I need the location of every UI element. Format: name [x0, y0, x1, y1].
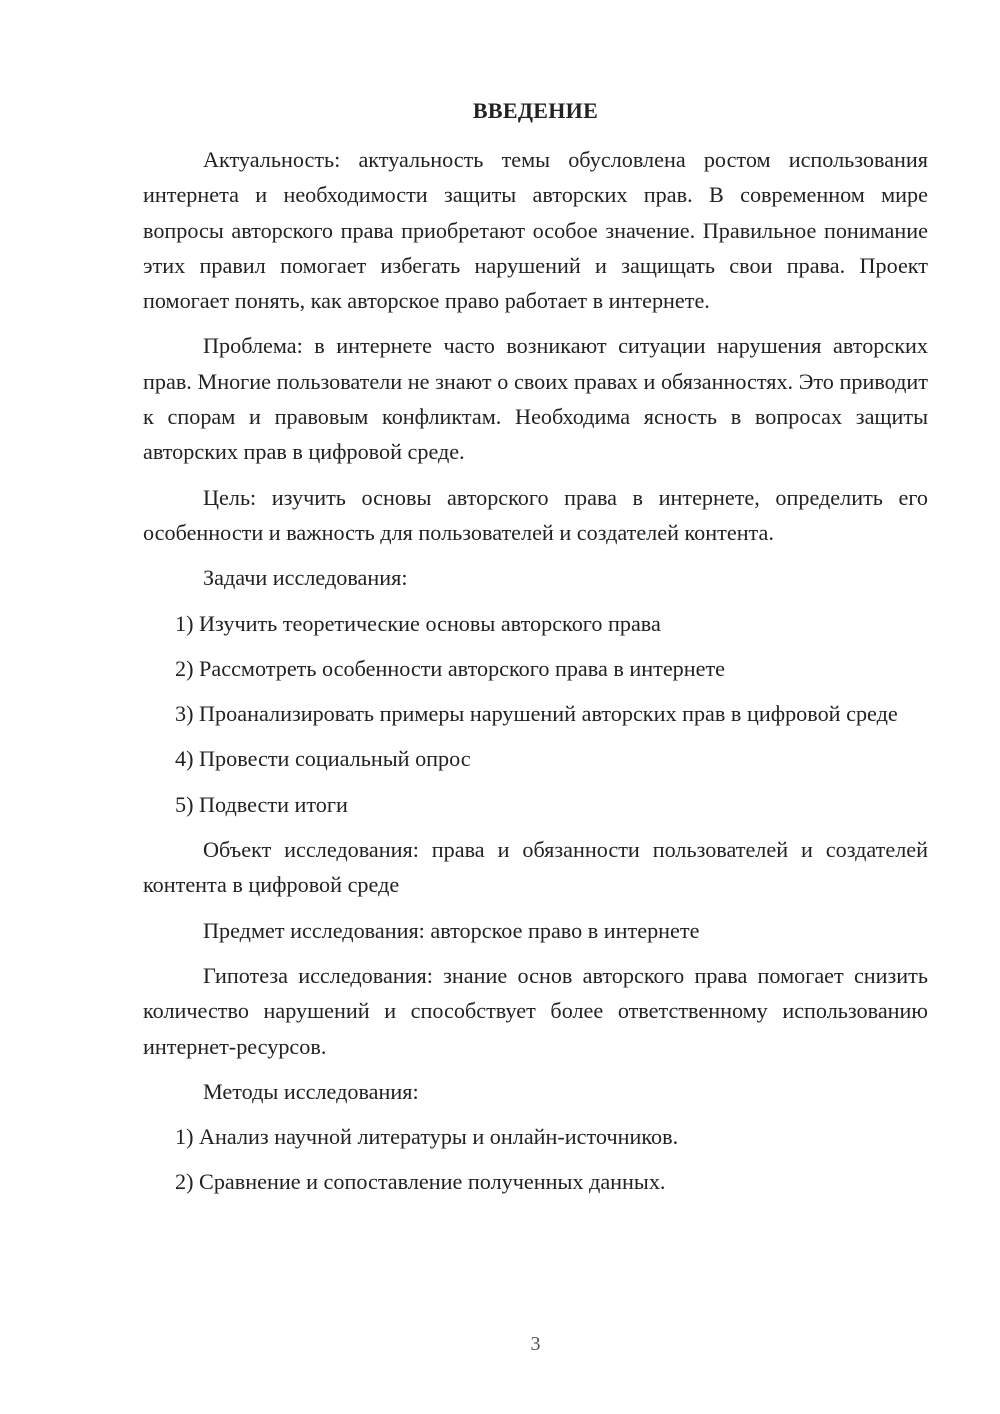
document-page	[143, 0, 928, 1414]
paragraph-object: Объект исследования: права и обязанности пользователей и создателей контента в цифровой среде	[143, 837, 928, 898]
task-item: 5) Подвести итоги	[175, 791, 348, 817]
page-number: 3	[530, 1333, 541, 1355]
paragraph-subject: Предмет исследования: авторское право в интернете	[203, 917, 700, 943]
task-item: 4) Провести социальный опрос	[175, 746, 471, 772]
tasks-heading: Задачи исследования:	[203, 565, 408, 591]
paragraph-hypothesis: Гипотеза исследования: знание основ авторского права помогает снизить количество нарушений и способствует более ответственному использованию интернет-ресурсов.	[143, 962, 928, 1059]
task-item: 1) Изучить теоретические основы авторского права	[175, 610, 661, 636]
method-item: 1) Анализ научной литературы и онлайн-источников.	[175, 1124, 679, 1150]
page-title: ВВЕДЕНИЕ	[472, 98, 599, 123]
paragraph-problem: Проблема: в интернете часто возникают ситуации нарушения авторских прав. Многие пользователи не знают о своих правах и обязанностях. Это приводит к спорам и правовым конфликтам. Необходима ясность в вопросах защиты авторских прав в цифровой среде.	[143, 333, 928, 465]
task-item: 3) Проанализировать примеры нарушений авторских прав в цифровой среде	[175, 701, 898, 727]
paragraph-relevance: Актуальность: актуальность темы обусловлена ростом использования интернета и необходимости защиты авторских прав. В современном мире вопросы авторского права приобретают особое значение. Правильное понимание этих правил помогает избегать нарушений и защищать свои права. Проект помогает понять, как авторское право работает в интернете.	[143, 147, 928, 314]
task-item: 2) Рассмотреть особенности авторского права в интернете	[175, 655, 726, 681]
methods-heading: Методы исследования:	[203, 1078, 419, 1104]
paragraph-goal: Цель: изучить основы авторского права в интернете, определить его особенности и важность для пользователей и создателей контента.	[143, 484, 928, 545]
document-body	[143, 142, 928, 1210]
method-item: 2) Сравнение и сопоставление полученных данных.	[175, 1169, 666, 1195]
